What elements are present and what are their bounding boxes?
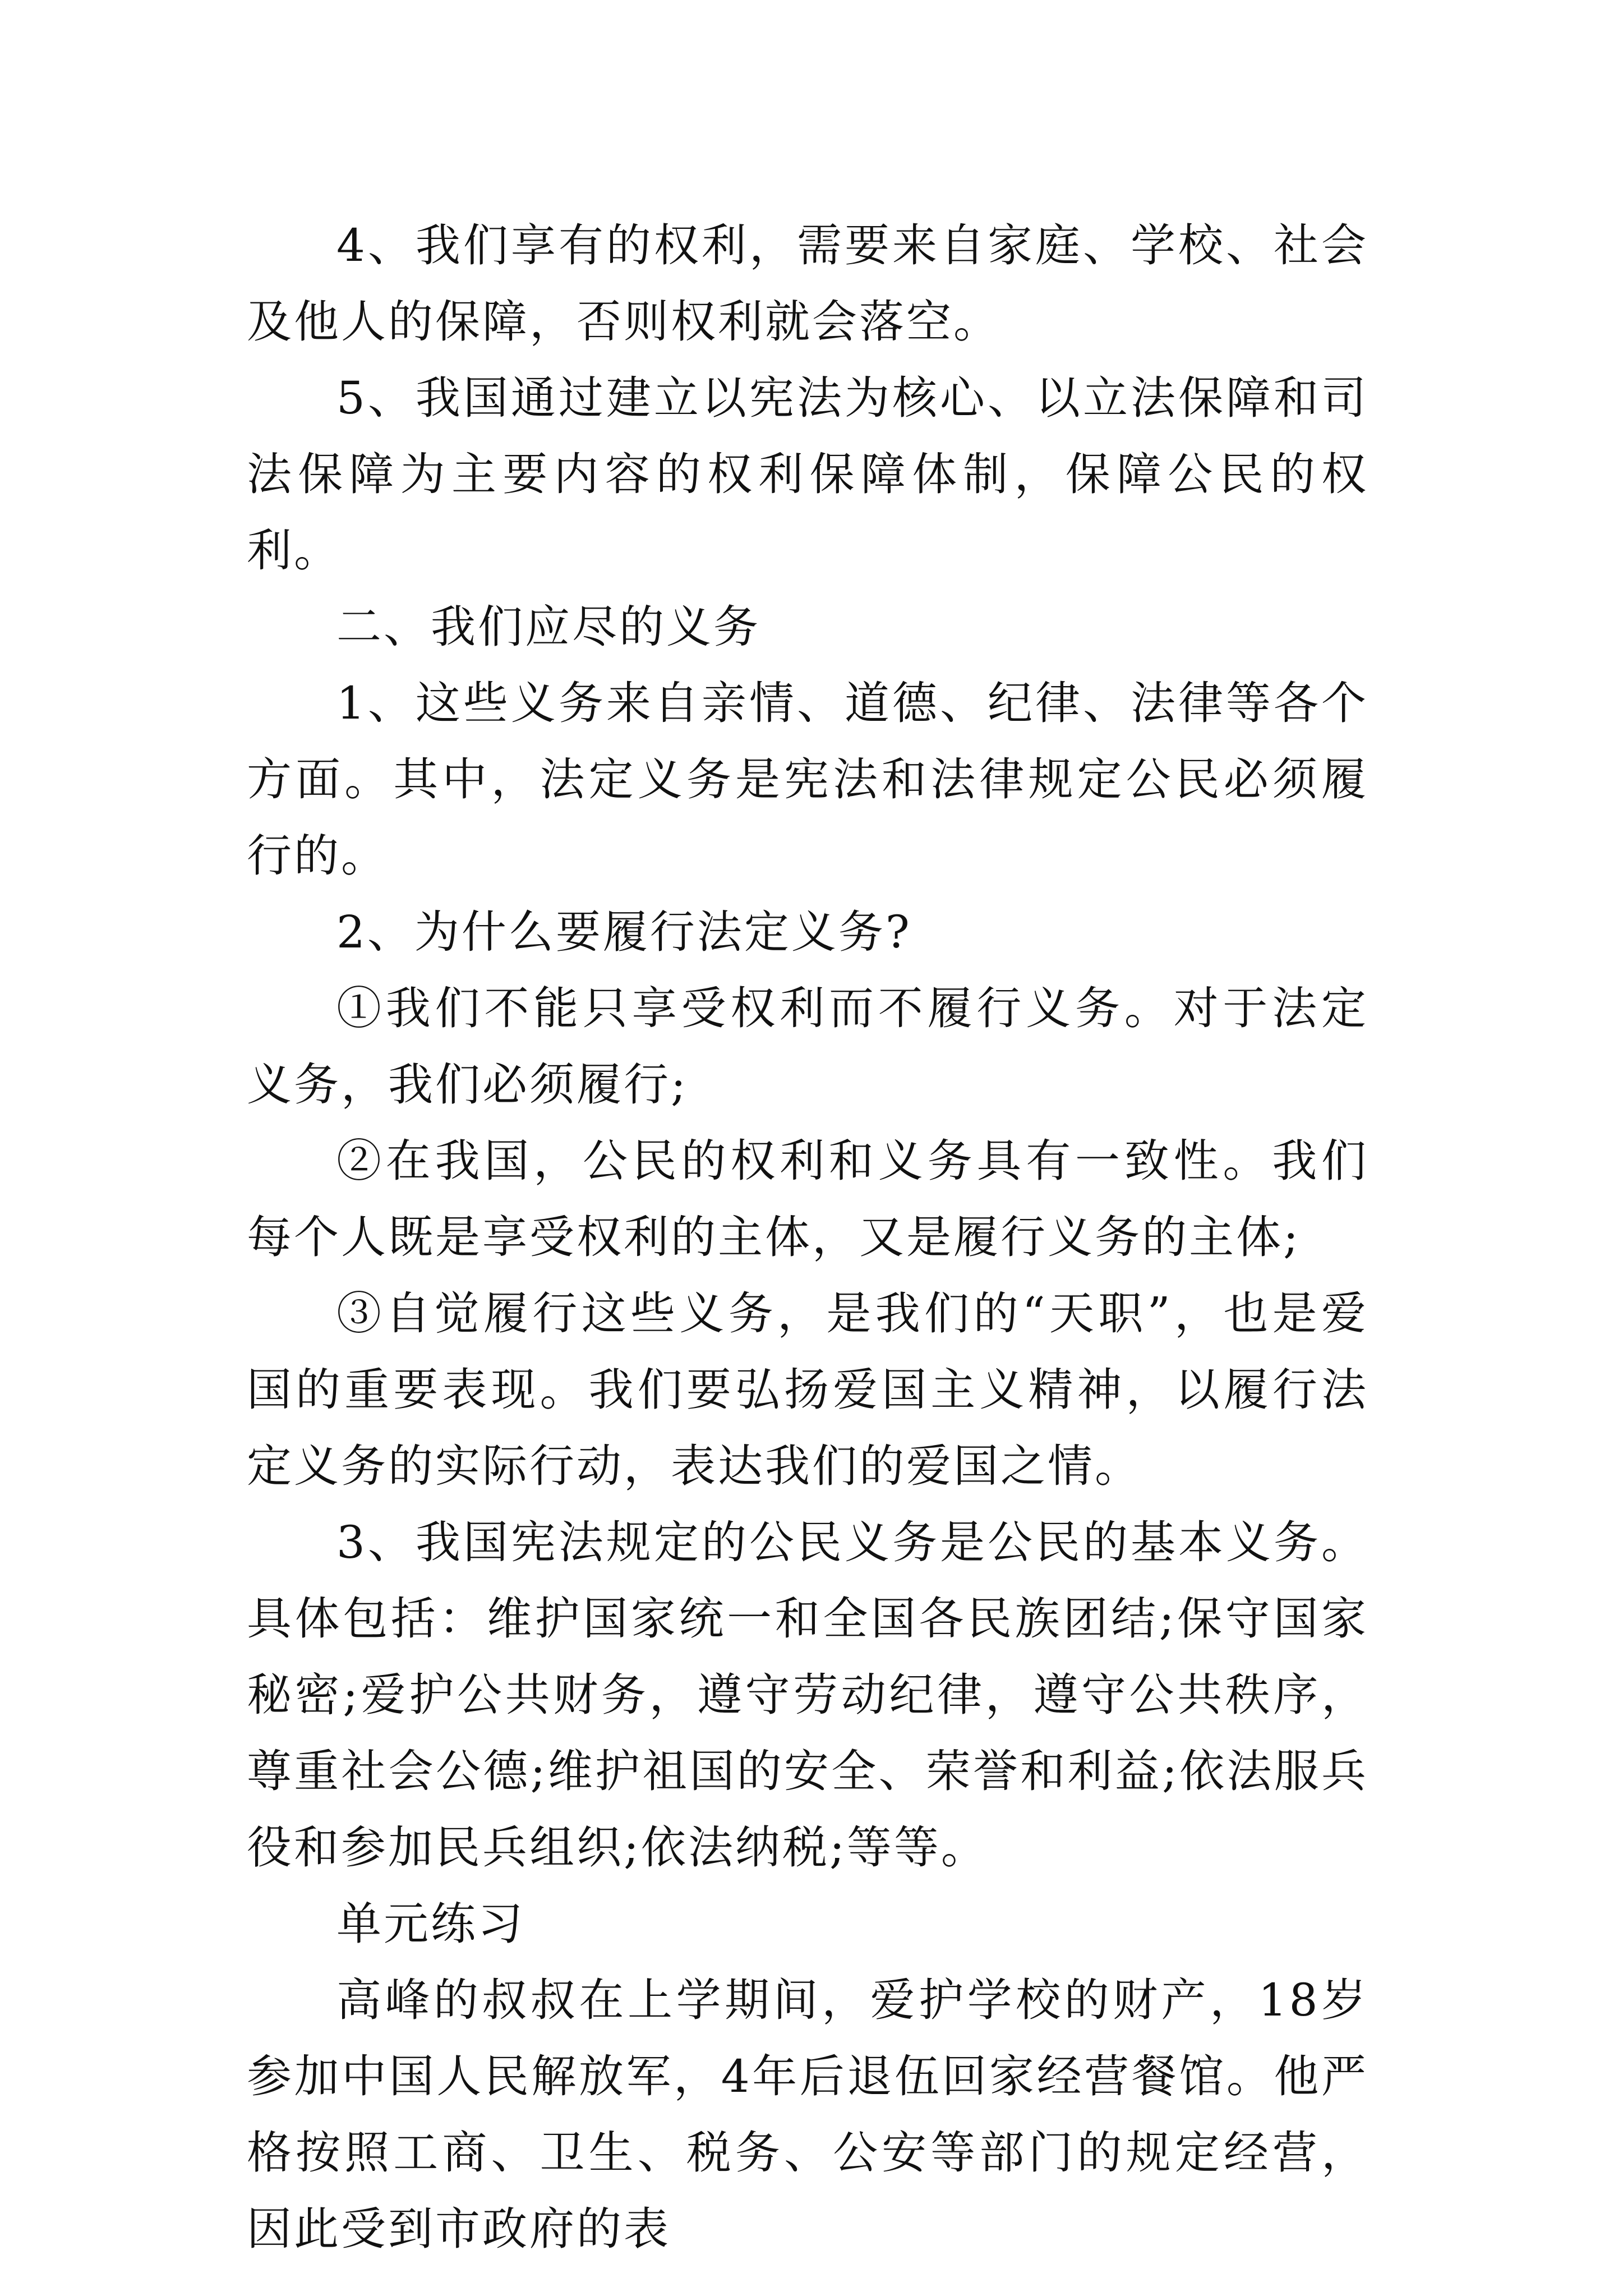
paragraph-why-fulfill-obligations: 2、为什么要履行法定义务?	[336, 906, 912, 958]
paragraph-rights-guarantee-system: 5、我国通过建立以宪法为核心、以立法保障和司法保障为主要内容的权利保障体制，保障公民的权利。	[247, 372, 1368, 577]
paragraph-reason-3: ③自觉履行这些义务，是我们的“天职”，也是爱国的重要表现。我们要弘扬爱国主义精神，以履行法定义务的实际行动，表达我们的爱国之情。	[247, 1287, 1368, 1492]
section-heading-obligations: 二、我们应尽的义务	[336, 601, 760, 653]
paragraph-exercise-text: 高峰的叔叔在上学期间，爱护学校的财产，18岁参加中国人民解放军，4年后退伍回家经营餐馆。他严格按照工商、卫生、税务、公安等部门的规定经营，因此受到市政府的表	[247, 1974, 1368, 2255]
paragraph-obligation-sources: 1、这些义务来自亲情、道德、纪律、法律等各个方面。其中，法定义务是宪法和法律规定公民必须履行的。	[247, 677, 1368, 882]
paragraph-basic-obligations: 3、我国宪法规定的公民义务是公民的基本义务。具体包括：维护国家统一和全国各民族团结;保守国家秘密;爱护公共财务，遵守劳动纪律，遵守公共秩序，尊重社会公德;维护祖国的安全、荣誉和利益;依法服兵役和参加民兵组织;依法纳税;等等。	[247, 1516, 1368, 1874]
document-body	[247, 208, 1368, 2267]
paragraph-rights-guarantee-sources: 4、我们享有的权利，需要来自家庭、学校、社会及他人的保障，否则权利就会落空。	[247, 219, 1368, 348]
section-heading-unit-exercise: 单元练习	[336, 1898, 525, 1950]
paragraph-reason-2: ②在我国，公民的权利和义务具有一致性。我们每个人既是享受权利的主体，又是履行义务的主体;	[247, 1135, 1368, 1263]
paragraph-reason-1: ①我们不能只享受权利而不履行义务。对于法定义务，我们必须履行;	[247, 982, 1368, 1111]
